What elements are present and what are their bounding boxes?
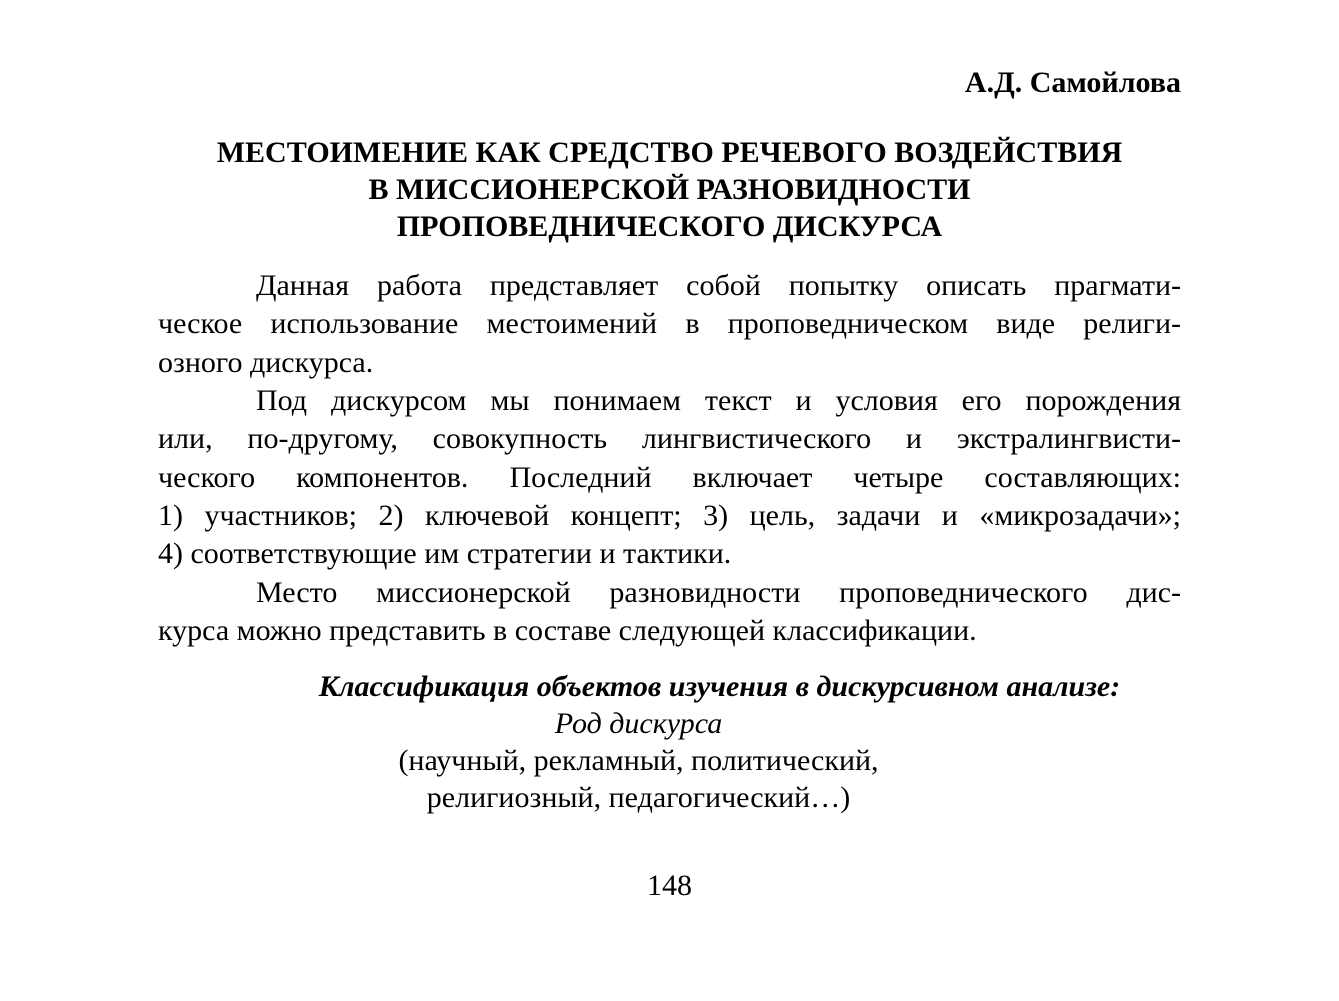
title-line: ПРОПОВЕДНИЧЕСКОГО ДИСКУРСА [396,210,943,243]
paragraph-line: озного дискурса. [158,345,374,379]
article-title [150,134,1189,245]
title-line: В МИССИОНЕРСКОЙ РАЗНОВИДНОСТИ [368,173,971,206]
paragraph-line: ческого компонентов. Последний включает четыре составляющих: [158,460,1181,494]
paragraph-line: ческое использование местоимений в проповедническом виде религи- [158,307,1181,341]
title-line: МЕСТОИМЕНИЕ КАК СРЕДСТВО РЕЧЕВОГО ВОЗДЕЙСТВИЯ [216,136,1123,169]
author-name: А.Д. Самойлова [964,66,1181,99]
paragraph-line: или, по-другому, совокупность лингвистического и экстралингвисти- [158,422,1181,456]
paragraph-line: Данная работа представляет собой попытку описать прагмати- [256,269,1181,302]
paragraph-intro [158,267,1181,382]
classification-heading: Классификация объектов изучения в дискурсивном анализе: [318,670,1121,703]
classification-block [200,668,1239,816]
paragraph-line: 4) соответствующие им стратегии и тактики. [158,537,732,571]
classification-subheading: Род дискурса [554,707,723,740]
paragraph-line: курса можно представить в составе следующей классификации. [158,614,977,648]
page-number: 148 [647,869,692,902]
paragraph-line: 1) участников; 2) ключевой концепт; 3) цель, задачи и «микрозадачи»; [158,498,1181,532]
paragraph-classification-intro [158,574,1181,651]
classification-items-line: (научный, рекламный, политический, [398,744,879,777]
classification-items-line: религиозный, педагогический…) [426,781,851,814]
paragraph-discourse-definition [158,382,1181,573]
paragraph-line: Место миссионерской разновидности проповеднического дис- [256,576,1181,609]
paragraph-line: Под дискурсом мы понимаем текст и условия его порождения [256,384,1181,417]
